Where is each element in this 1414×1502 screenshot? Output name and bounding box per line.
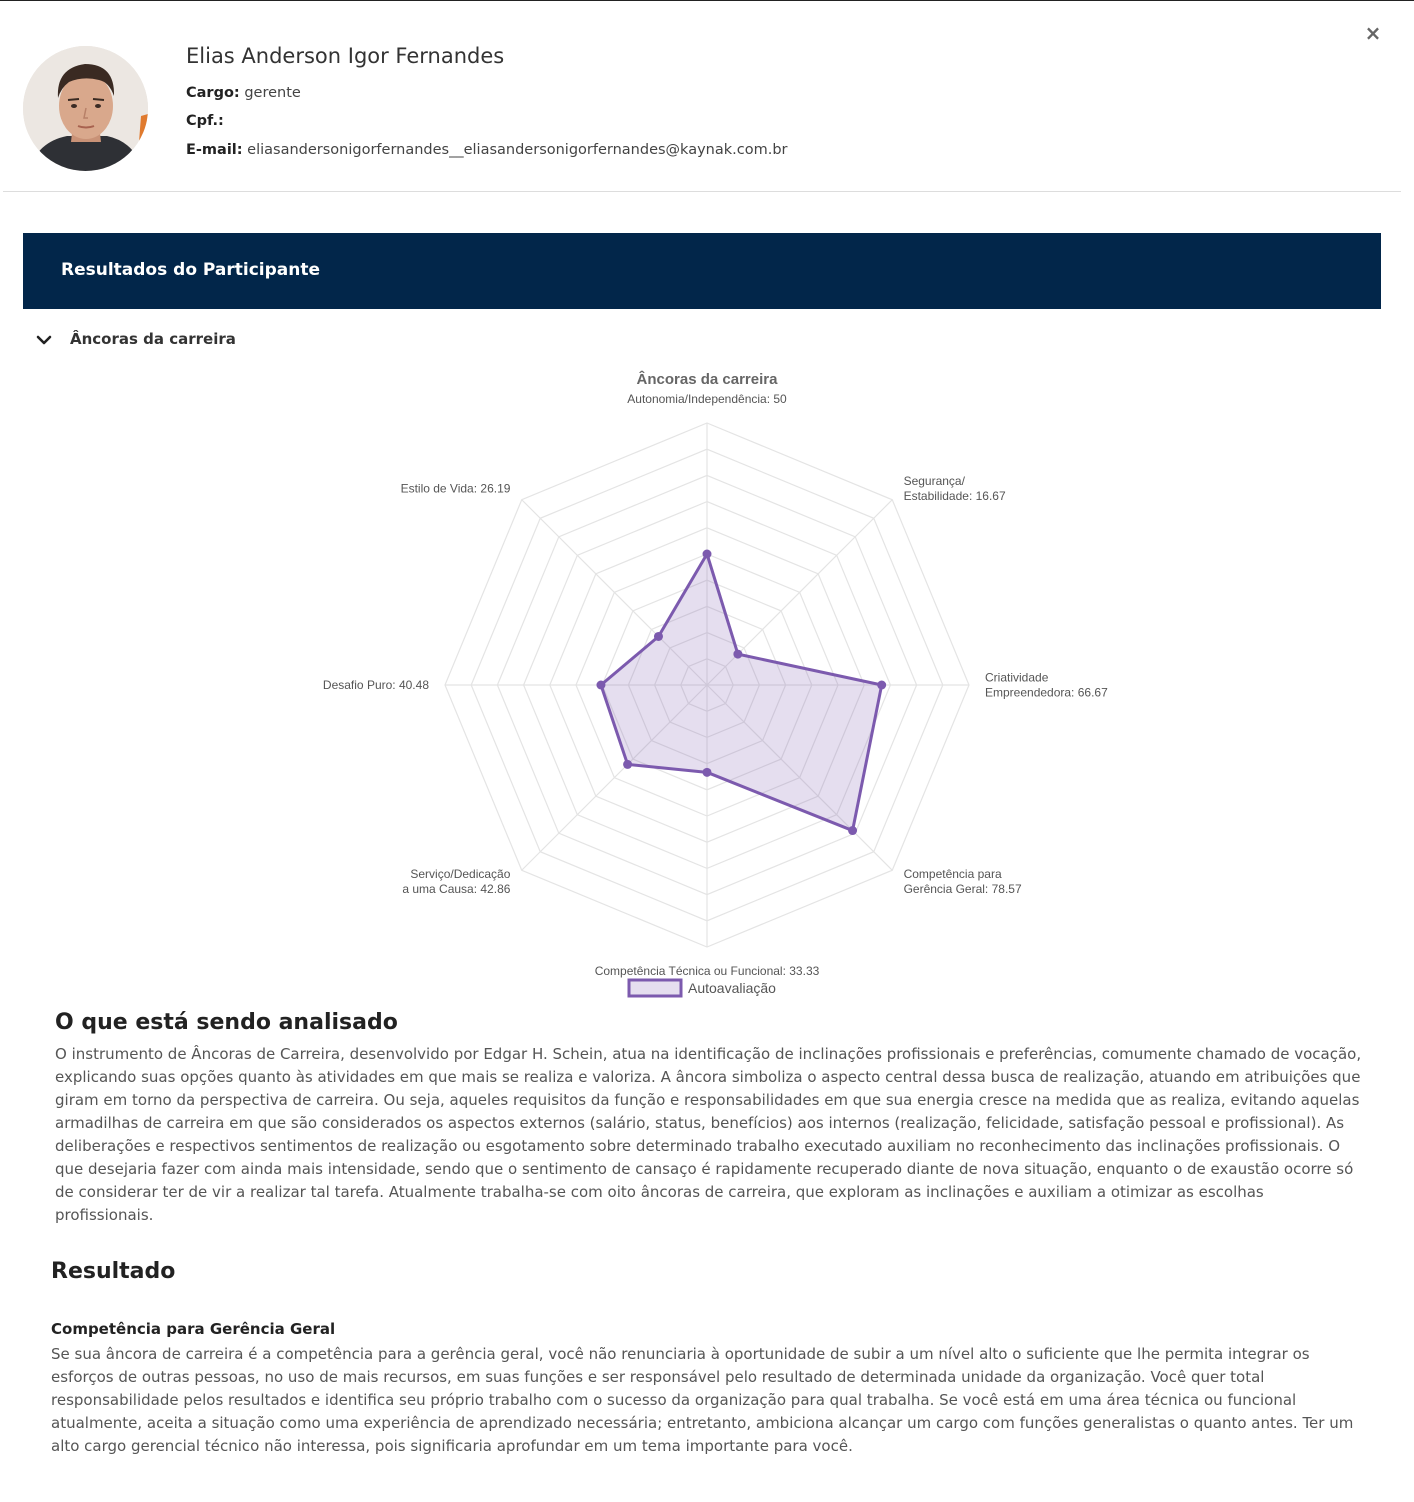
accordion-label: Âncoras da carreira (70, 330, 236, 348)
radar-chart-svg (290, 360, 1130, 1010)
cargo-row (186, 85, 301, 101)
cargo-value: gerente (244, 85, 301, 101)
radar-axis-label: Competência para Gerência Geral: 78.57 (903, 867, 1022, 897)
chevron-down-icon (34, 330, 54, 350)
radar-point (877, 681, 886, 690)
radar-axis-label: Serviço/Dedicação a uma Causa: 42.86 (402, 867, 511, 897)
cargo-label: Cargo: (186, 85, 240, 101)
email-value: eliasandersonigorfernandes__eliasandersonigorfernandes@kaynak.com.br (247, 142, 788, 158)
header-divider (3, 191, 1401, 192)
results-title: Resultados do Participante (61, 260, 321, 280)
results-banner (23, 233, 1381, 309)
legend-label: Autoavaliação (688, 980, 776, 996)
radar-axis-label: Competência Técnica ou Funcional: 33.33 (594, 964, 820, 978)
window-top-border (0, 0, 1414, 1)
radar-point (733, 650, 742, 659)
cpf-row (186, 113, 224, 129)
email-label: E-mail: (186, 142, 243, 158)
radar-axis-label: Autonomia/Independência: 50 (627, 392, 787, 406)
radar-axis-label: Desafio Puro: 40.48 (322, 678, 429, 692)
legend-swatch (629, 980, 681, 996)
chart-title: Âncoras da carreira (636, 371, 778, 388)
close-button[interactable]: × (1364, 21, 1382, 45)
radar-point (623, 760, 632, 769)
avatar (23, 46, 148, 171)
radar-axis-label: Criatividade Empreendedora: 66.67 (985, 670, 1108, 700)
radar-chart (290, 360, 1130, 1010)
participant-name: Elias Anderson Igor Fernandes (186, 44, 505, 68)
email-row (186, 142, 787, 158)
radar-point (703, 768, 712, 777)
radar-axis-label: Segurança/ Estabilidade: 16.67 (903, 473, 1006, 503)
radar-point (848, 826, 857, 835)
radar-axis-label: Estilo de Vida: 26.19 (400, 481, 511, 496)
radar-point (654, 632, 663, 641)
radar-point (596, 681, 605, 690)
result-text: Se sua âncora de carreira é a competência para a gerência geral, você não renunciaria à oportunidade de subir a um nível alto o suficiente que lhe permita integrar os esforços de outras pessoas, no uso de mais recursos, em suas funções e ser responsável pelo resultado de determinada unidade da organização. Você quer total responsabilidade pelos resultados e identifica seu próprio trabalho com o sucesso da organização para qual trabalha. Se você está em uma área técnica ou funcional atualmente, aceita a situação como uma experiência de aprendizado necessária; entretanto, ambiciona alcançar um cargo com funções generalistas o quanto antes. Ter um alto cargo gerencial técnico não interessa, pois significaria aprofundar em um tema importante para você. (51, 1345, 1354, 1455)
radar-point (703, 550, 712, 559)
analysis-text: O instrumento de Âncoras de Carreira, desenvolvido por Edgar H. Schein, atua na identificação de inclinações profissionais e preferências, comumente chamado de vocação, explicando suas opções quanto às atividades em que mais se realiza e valoriza. A âncora simboliza o aspecto central dessa busca de realização, atuando em atribuições que giram em torno da perspectiva de carreira. Ou seja, aqueles requisitos da função e responsabilidades em que sua energia cresce na medida que as realiza, evitando aquelas armadilhas de carreira em que são considerados os aspectos externos (salário, status, benefícios) aos internos (realização, felicidade, satisfação pessoal e profissional). As deliberações e respectivos sentimentos de realização ou esgotamento sobre determinado trabalho executado auxiliam no reconhecimento das inclinações profissionais. O que desejaria fazer com ainda mais intensidade, sendo que o sentimento de cansaço é rapidamente recuperado diante de nova situação, enquanto o de exaustão ocorre só de considerar ter de vir a realizar tal tarefa. Atualmente trabalha-se com oito âncoras de carreira, que exploram as inclinações e auxiliam a otimizar as escolhas profissionais. (55, 1045, 1362, 1224)
cpf-label: Cpf.: (186, 113, 224, 129)
analysis-title: O que está sendo analisado (55, 1010, 398, 1035)
result-title: Resultado (51, 1259, 176, 1284)
avatar-portrait (23, 46, 148, 171)
result-anchor-title: Competência para Gerência Geral (51, 1320, 336, 1338)
